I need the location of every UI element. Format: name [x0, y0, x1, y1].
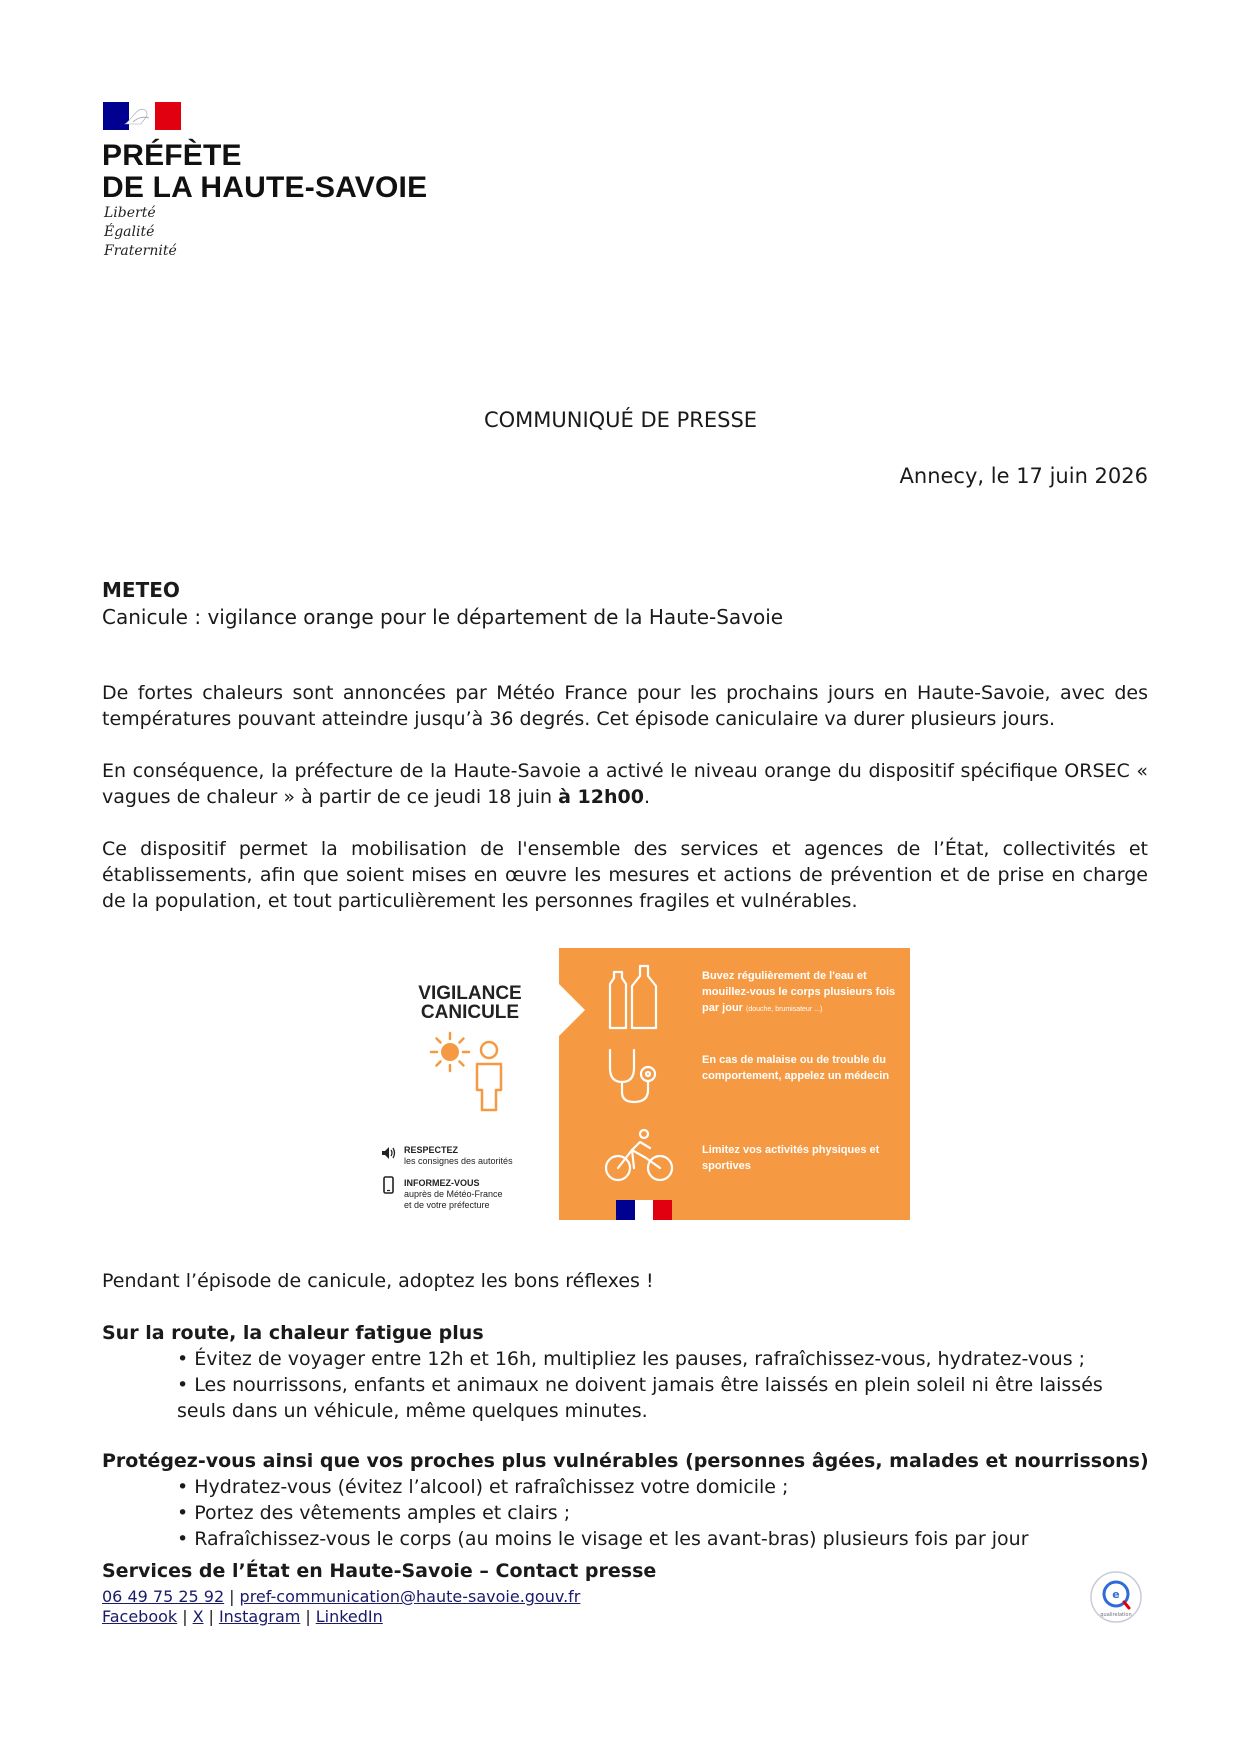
- document-type: COMMUNIQUÉ DE PRESSE: [483, 408, 758, 432]
- facebook-link[interactable]: Facebook: [102, 1607, 178, 1626]
- separator: |: [229, 1587, 235, 1606]
- protect-title: Protégez-vous ainsi que vos proches plus vulnérables (personnes âgées, malades et nourrissons): [102, 1450, 1149, 1472]
- advice-respect-text: les consignes des autorités: [404, 1156, 513, 1166]
- badge-text: qualirelation: [1100, 1612, 1132, 1618]
- press-subject: Canicule : vigilance orange pour le département de la Haute-Savoie: [102, 605, 784, 629]
- protect-item-1: • Hydratez-vous (évitez l’alcool) et rafraîchissez votre domicile ;: [177, 1476, 789, 1498]
- section-title: METEO: [102, 578, 180, 602]
- footer-title: Services de l’État en Haute-Savoie – Contact presse: [102, 1560, 657, 1582]
- paragraph-orsec-time: à 12h00: [558, 786, 644, 808]
- instagram-link[interactable]: Instagram: [218, 1607, 301, 1626]
- advice-respect-bold: RESPECTEZ: [404, 1145, 459, 1155]
- paragraph-orsec: [102, 758, 1148, 810]
- infographic-title-line2: CANICULE: [420, 1002, 520, 1023]
- prefecture-name-line2: DE LA HAUTE-SAVOIE: [102, 171, 428, 204]
- infographic-notch: [559, 984, 585, 1036]
- infographic-title-line1: VIGILANCE: [418, 983, 522, 1004]
- infographic-title: [395, 984, 545, 1022]
- tip-hydrate-text: Buvez régulièrement de l'eau et mouillez-vous le corps plusieurs fois par jour: [702, 970, 896, 1014]
- protect-item-2: • Portez des vêtements amples et clairs ;: [177, 1502, 571, 1524]
- email-link[interactable]: pref-communication@haute-savoie.gouv.fr: [239, 1587, 581, 1606]
- stethoscope-icon: [604, 1046, 668, 1106]
- motto-egalite: Égalité: [104, 224, 155, 240]
- document-date: Annecy, le 17 juin 2026: [899, 464, 1148, 488]
- motto-liberte: Liberté: [104, 205, 156, 221]
- tip-doctor: En cas de malaise ou de trouble du comportement, appelez un médecin: [702, 1054, 890, 1082]
- advice-inform: [404, 1178, 503, 1211]
- paragraph-orsec-text: En conséquence, la préfecture de la Haute-Savoie a activé le niveau orange du dispositif spécifique ORSEC « vagues de chaleur » à partir de ce jeudi 18 juin: [102, 760, 1148, 808]
- separator: |: [305, 1607, 311, 1626]
- route-item-1: • Évitez de voyager entre 12h et 16h, multipliez les pauses, rafraîchissez-vous, hydratez-vous ;: [177, 1348, 1086, 1370]
- speaker-icon: [381, 1146, 397, 1160]
- tip-hydrate-small: (douche, brumisateur ...): [746, 1006, 823, 1013]
- marianne-flag-logo: [103, 102, 181, 130]
- infographic-flag-logo: [616, 1200, 672, 1220]
- advice-inform-line2: et de votre préfecture: [404, 1200, 490, 1210]
- bottles-icon: [606, 964, 662, 1030]
- paragraph-forecast: De fortes chaleurs sont annoncées par Météo France pour les prochains jours en Haute-Savoie, avec des températures pouvant atteindre jusqu’à 36 degrés. Cet épisode caniculaire va durer plusieurs jours.: [102, 682, 1148, 730]
- separator: |: [182, 1607, 188, 1626]
- protect-item-3: • Rafraîchissez-vous le corps (au moins le visage et les avant-bras) plusieurs fois par jour: [177, 1528, 1029, 1550]
- x-link[interactable]: X: [192, 1607, 204, 1626]
- advice-respect: [404, 1145, 513, 1167]
- route-title: Sur la route, la chaleur fatigue plus: [102, 1322, 484, 1344]
- tip-activity: Limitez vos activités physiques et sportives: [702, 1144, 880, 1172]
- advice-inform-line1: auprès de Météo-France: [404, 1189, 503, 1199]
- footer-social: [102, 1607, 383, 1626]
- separator: |: [208, 1607, 214, 1626]
- phone-link[interactable]: 06 49 75 25 92: [102, 1587, 225, 1606]
- phone-icon: [383, 1176, 394, 1194]
- linkedin-link[interactable]: LinkedIn: [315, 1607, 383, 1626]
- cyclist-icon: [604, 1128, 674, 1184]
- advice-inform-bold: INFORMEZ-VOUS: [404, 1178, 480, 1188]
- qualirelation-badge-icon: [1089, 1570, 1143, 1624]
- reflexes-intro: Pendant l’épisode de canicule, adoptez les bons réflexes !: [102, 1270, 654, 1292]
- tip-hydrate: [702, 968, 898, 1018]
- paragraph-mobilisation: Ce dispositif permet la mobilisation de l'ensemble des services et agences de l’État, collectivités et établissements, afin que soient mises en œuvre les mesures et actions de prévention et de prise en charge de la population, et tout particulièrement les personnes fragiles et vulnérables.: [102, 838, 1148, 912]
- motto-fraternite: Fraternité: [104, 243, 177, 259]
- person-icon: [472, 1040, 506, 1112]
- paragraph-orsec-end: .: [643, 786, 650, 808]
- prefecture-name-line1: PRÉFÈTE: [102, 139, 242, 172]
- sun-icon: [428, 1030, 472, 1074]
- footer-contact: [102, 1587, 580, 1606]
- svg-text:e: e: [1112, 1588, 1120, 1601]
- route-item-2: • Les nourrissons, enfants et animaux ne doivent jamais être laissés en plein soleil ni être laissés seuls dans un véhicule, même quelques minutes.: [177, 1374, 1103, 1422]
